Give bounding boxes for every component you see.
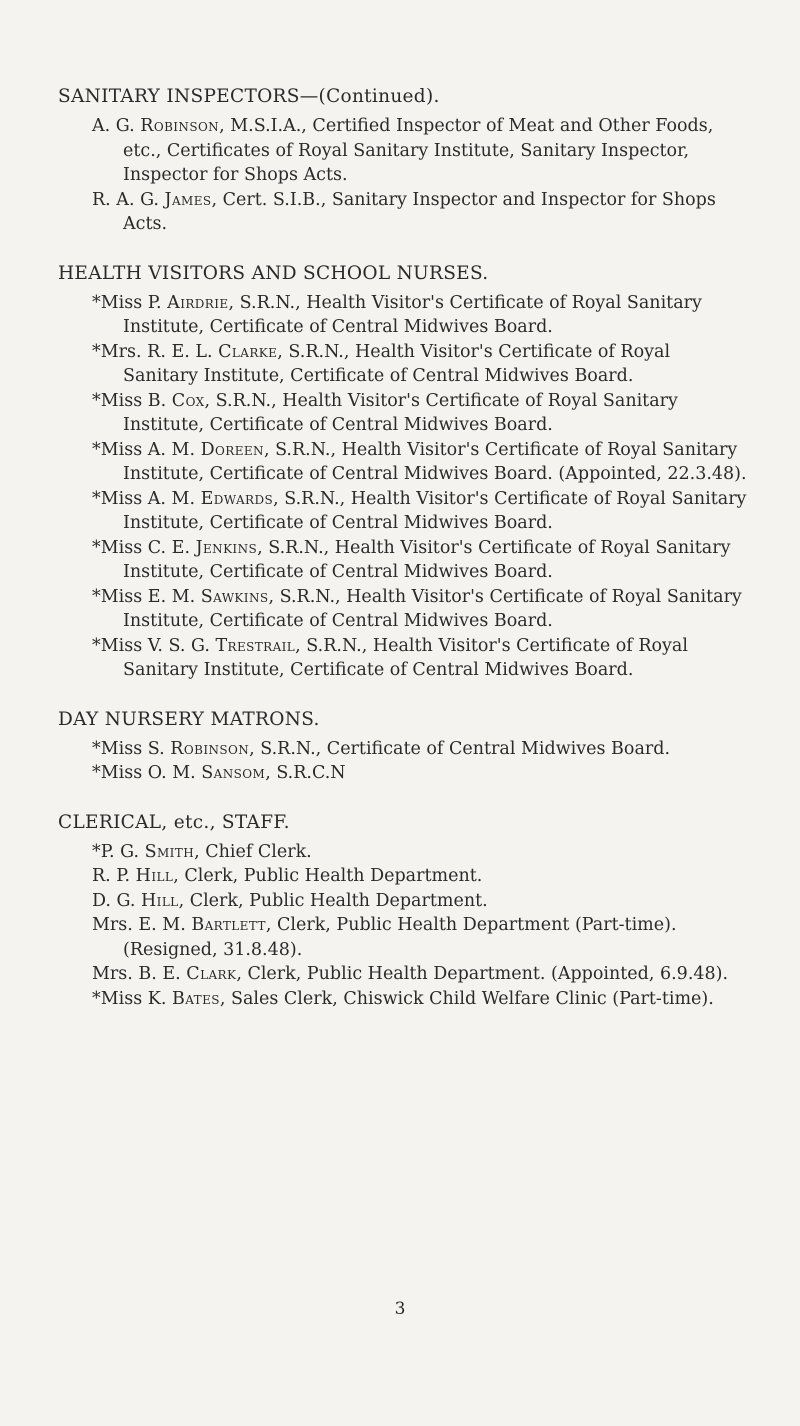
entry-details: , S.R.N., Health Visitor's Certificate of Royal Sanitary Institute, Certificate of Central Midwives Board. (123, 390, 678, 435)
page-content (58, 84, 748, 1011)
entry-details: , S.R.N., Health Visitor's Certificate of Royal Sanitary Institute, Certificate of Central Midwives Board. (123, 488, 747, 533)
entry-details: , M.S.I.A., Certified Inspector of Meat and Other Foods, etc., Certificates of Royal Sanitary Institute, Sanitary Inspector, Inspector for Shops Acts. (123, 116, 714, 185)
entry-prefix: Mrs. B. E. (92, 964, 187, 984)
entry-surname: Robinson (170, 738, 250, 759)
entry-prefix: *P. G. (92, 841, 145, 862)
staff-entry (58, 889, 748, 914)
entry-details: , S.R.N., Health Visitor's Certificate of Royal Sanitary Institute, Certificate of Central Midwives Board. (123, 586, 742, 631)
entry-prefix: Mrs. E. M. (92, 915, 192, 935)
entry-details: , Clerk, Public Health Department. (173, 866, 483, 886)
staff-entry (58, 438, 748, 487)
section-heading: HEALTH VISITORS AND SCHOOL NURSES. (58, 262, 489, 284)
staff-entry (58, 987, 748, 1012)
staff-entry (58, 634, 748, 683)
entry-surname: Bartlett (191, 915, 266, 935)
section-spacer (58, 237, 748, 261)
entry-surname: Jenkins (195, 537, 258, 558)
entry-surname: Hill (141, 890, 179, 911)
entry-surname: Doreen (200, 439, 264, 460)
staff-entry (58, 487, 748, 536)
entry-surname: Sansom (201, 763, 266, 783)
entry-details: , S.R.N., Certificate of Central Midwives Board. (249, 738, 671, 759)
entry-details: , Clerk, Public Health Department. (Appointed, 6.9.48). (236, 964, 729, 984)
section-heading: CLERICAL, etc., STAFF. (58, 811, 290, 833)
entry-details: , S.R.N., Health Visitor's Certificate of Royal Sanitary Institute, Certificate of Central Midwives Board. (123, 341, 671, 386)
staff-entry (58, 962, 748, 987)
entry-details: , Chief Clerk. (194, 841, 312, 862)
staff-entry (58, 389, 748, 438)
staff-entry (58, 913, 748, 962)
entry-prefix: *Miss A. M. (92, 488, 201, 509)
section-day-nursery-matrons (58, 707, 748, 786)
entry-prefix: *Miss P. (92, 292, 168, 313)
entry-surname: Bates (172, 988, 220, 1009)
entry-prefix: *Miss V. S. G. (92, 635, 216, 656)
entry-surname: Trestrail (215, 635, 296, 656)
entry-details: , Clerk, Public Health Department. (178, 890, 488, 911)
entry-prefix: *Miss E. M. (92, 586, 201, 607)
entry-surname: Clarke (218, 341, 278, 362)
entry-surname: Smith (144, 841, 195, 862)
entry-prefix: *Miss K. (92, 988, 172, 1009)
section-heading: SANITARY INSPECTORS—(Continued). (58, 86, 440, 107)
section-sanitary-inspectors (58, 84, 748, 237)
entry-surname: Hill (135, 866, 174, 886)
section-health-visitors (58, 261, 748, 683)
entry-details: , Cert. S.I.B., Sanitary Inspector and Inspector for Shops Acts. (123, 189, 716, 234)
entry-details: , S.R.C.N (265, 763, 346, 783)
entry-surname: Robinson (140, 116, 220, 136)
entry-details: , S.R.N., Health Visitor's Certificate of Royal Sanitary Institute, Certificate of Central Midwives Board. (123, 635, 688, 680)
staff-entry (58, 291, 748, 340)
entry-surname: Sawkins (200, 586, 269, 607)
entry-prefix: *Miss A. M. (92, 439, 201, 460)
section-spacer (58, 786, 748, 810)
entry-details: , S.R.N., Health Visitor's Certificate of Royal Sanitary Institute, Certificate of Central Midwives Board. (Appointed, 22.3.48). (123, 439, 747, 484)
entry-details: , S.R.N., Health Visitor's Certificate of Royal Sanitary Institute, Certificate of Central Midwives Board. (123, 292, 702, 337)
entry-surname: Airdrie (167, 292, 229, 313)
section-clerical-staff (58, 810, 748, 1012)
entry-prefix: D. G. (92, 890, 142, 911)
staff-entry (58, 340, 748, 389)
entry-prefix: R. A. G. (92, 189, 165, 210)
entry-prefix: *Miss C. E. (92, 537, 196, 558)
staff-entry (58, 536, 748, 585)
entry-details: , S.R.N., Health Visitor's Certificate of Royal Sanitary Institute, Certificate of Central Midwives Board. (123, 537, 731, 582)
entry-prefix: *Miss S. (92, 738, 171, 759)
entry-prefix: *Miss O. M. (92, 763, 202, 783)
page-number: 3 (394, 1299, 406, 1319)
entry-prefix: *Miss B. (92, 390, 172, 411)
entry-surname: James (164, 189, 212, 210)
staff-entry (58, 840, 748, 865)
entry-surname: Clark (186, 964, 237, 984)
staff-entry (58, 188, 748, 237)
entry-surname: Edwards (200, 488, 274, 509)
staff-entry (58, 737, 748, 762)
staff-entry (58, 585, 748, 634)
entry-prefix: *Mrs. R. E. L. (92, 341, 219, 362)
entry-details: , Clerk, Public Health Department (Part-time). (Resigned, 31.8.48). (123, 915, 677, 960)
staff-entry (58, 761, 748, 786)
section-spacer (58, 683, 748, 707)
staff-entry (58, 114, 748, 188)
entry-prefix: R. P. (92, 866, 136, 886)
staff-entry (58, 864, 748, 889)
entry-prefix: A. G. (92, 116, 141, 136)
entry-surname: Cox (171, 390, 205, 411)
entry-details: , Sales Clerk, Chiswick Child Welfare Clinic (Part-time). (219, 988, 714, 1009)
section-heading: DAY NURSERY MATRONS. (58, 708, 320, 730)
